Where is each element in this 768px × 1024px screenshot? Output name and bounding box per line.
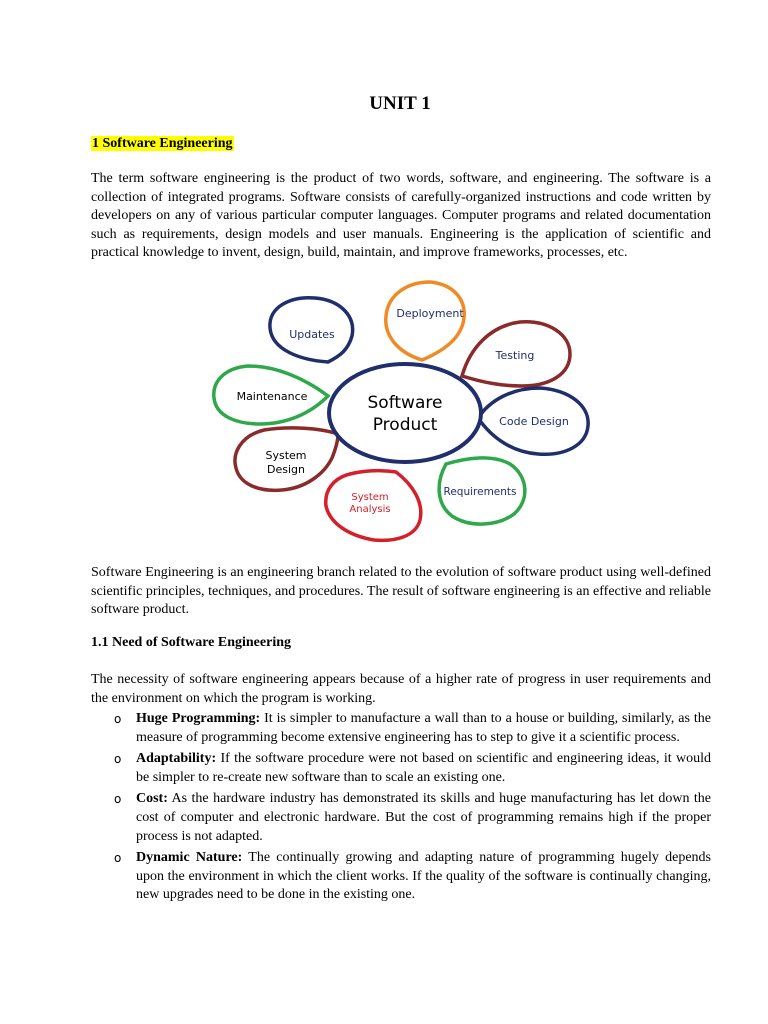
petal-testing [462,322,570,386]
center-label-line1: Software [367,393,443,413]
petal-system-design [235,428,338,490]
petal-updates [270,298,353,362]
bullet-term: Dynamic Nature: [136,850,243,866]
code-design-label: Code Design [499,415,569,428]
section-heading-highlight: 1 Software Engineering [92,136,233,151]
system-analysis-line1: System [351,492,389,503]
petal-deployment [386,282,465,360]
bullet-adaptability [114,750,711,787]
unit-title: UNIT 1 [369,93,431,114]
testing-label: Testing [495,349,535,362]
bullet-text: If the software procedure were not based on scientific and engineering ideas, it would be simpler to re-create new software than to scale an existing one. [136,751,711,785]
bullet-marker: o [114,752,122,767]
bullet-term: Huge Programming: [136,711,261,726]
requirements-label: Requirements [443,486,517,498]
deployment-label: Deployment [396,307,464,320]
system-analysis-line2: Analysis [349,504,391,515]
bullet-text: The continually growing and adapting nature of programming hugely depends upon the environment in which the client works. If the quality of the software is continually changing, new upgrades need to be done in the existing one. [136,850,711,903]
bullet-cost [114,790,711,846]
intro-paragraph: The term software engineering is the product of two words, software, and engineering. The software is a collection of integrated programs. Software consists of carefully-organized instructions and code written by developers on any of various particular computer languages. Computer programs and related documentation such as requirements, design models and user manuals. Engineering is the application of scientific and practical knowledge to invent, design, build, maintain, and improve frameworks, processes, etc. [91,171,711,261]
bullet-marker: o [114,851,122,866]
bullet-marker: o [114,792,122,807]
bullet-term: Adaptability: [136,751,217,767]
system-design-line1: System [265,449,307,462]
bullet-term: Cost: [136,791,168,807]
petal-maintenance [214,366,328,424]
bullet-text: It is simpler to manufacture a wall than to a house or building, similarly, as the measure of programming become extensive engineering has to step to give it a scientific process. [136,711,711,745]
definition-paragraph: Software Engineering is an engineering branch related to the evolution of software product using well-defined scientific principles, techniques, and procedures. The result of software engineering is an effective and reliable software product. [91,565,711,618]
section-heading [91,136,234,152]
bullet-text: As the hardware industry has demonstrated its skills and huge manufacturing has let down the cost of computer and electronic hardware. But the cost of programming remains high if the proper process is not adapted. [136,791,711,844]
need-intro-paragraph: The necessity of software engineering appears because of a higher rate of progress in user requirements and the environment on which the program is working. [91,672,711,706]
need-heading: 1.1 Need of Software Engineering [91,635,291,650]
bullet-dynamic-nature [114,849,711,905]
need-bullet-list [114,710,711,908]
updates-label: Updates [289,328,335,341]
bullet-marker: o [114,712,122,726]
center-node [329,364,481,462]
maintenance-label: Maintenance [236,390,308,403]
petal-system-analysis [326,471,421,541]
center-label-line2: Product [372,415,438,435]
petal-requirements [439,458,525,524]
system-design-line2: Design [267,463,305,476]
petal-code-design [478,388,588,454]
bullet-huge-programming [114,710,711,747]
software-product-diagram [200,278,600,544]
